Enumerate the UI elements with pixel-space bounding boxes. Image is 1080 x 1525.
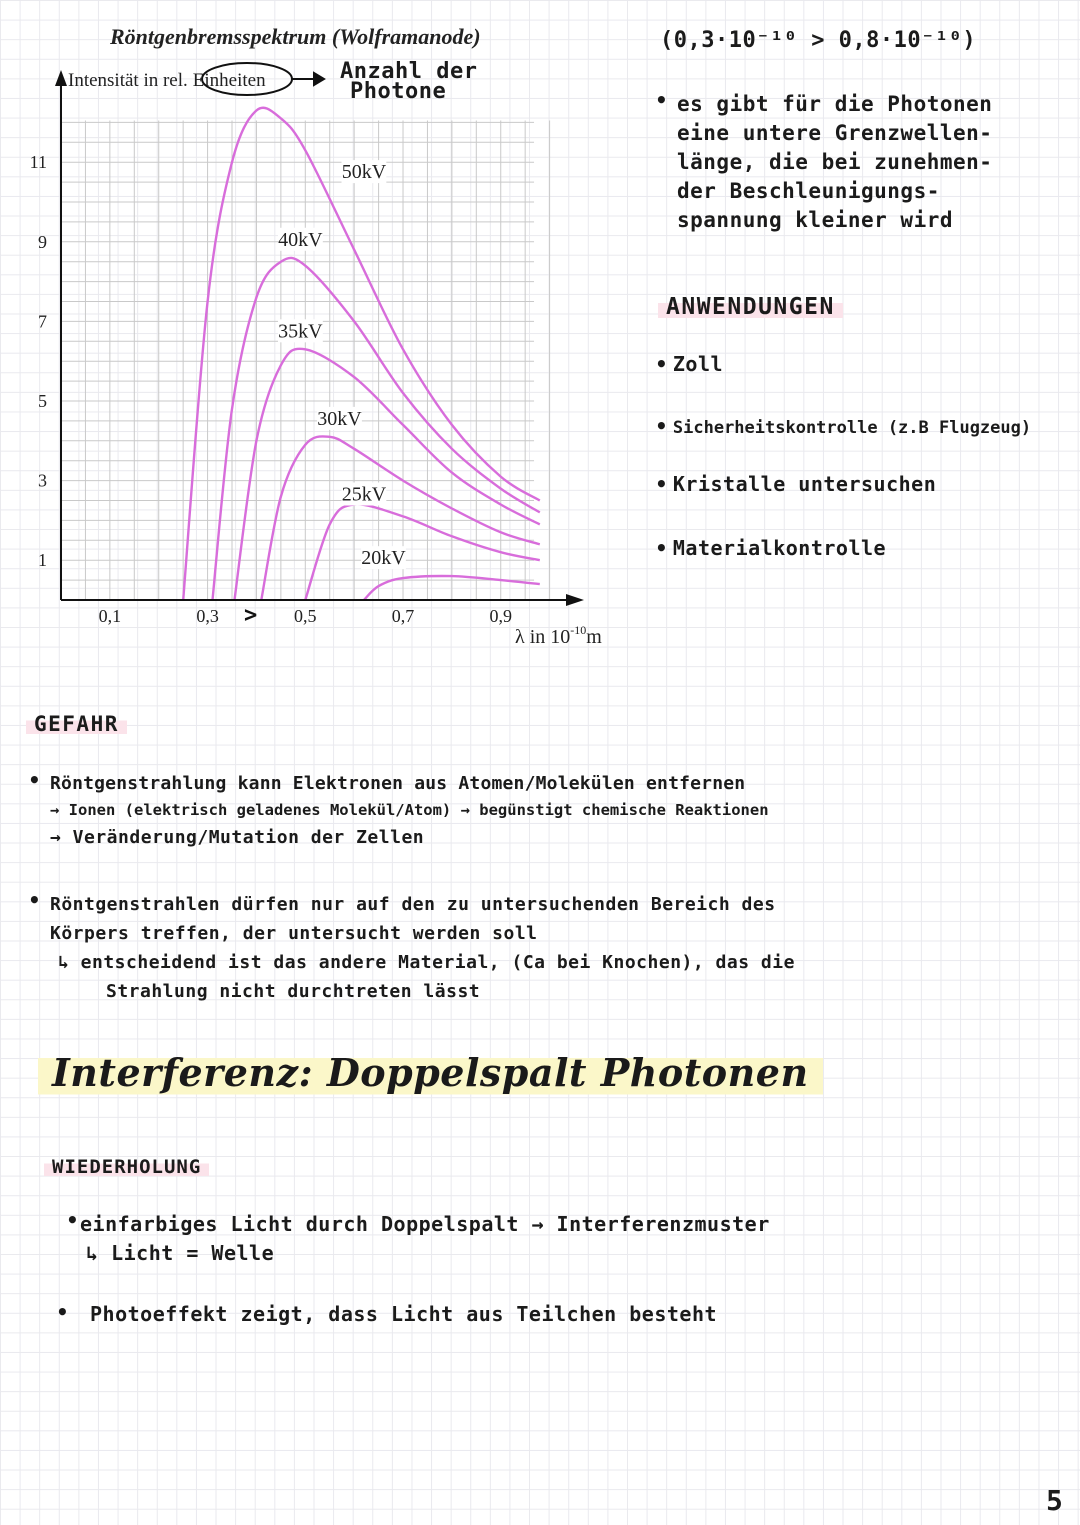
bullet-dot: • bbox=[655, 472, 668, 496]
y-axis-label bbox=[68, 70, 266, 91]
right-bullet-line: spannung kleiner wird bbox=[677, 208, 954, 232]
bullet-dot: • bbox=[655, 88, 668, 112]
x-axis-label: λ in $10^{-10}m$ bbox=[515, 623, 602, 648]
x-axis-arrow bbox=[566, 594, 584, 606]
anwendungen-item bbox=[655, 536, 886, 560]
ylabel-annotation bbox=[340, 59, 478, 104]
bullet-dot: • bbox=[28, 888, 41, 912]
x-tick-label: 0,9 bbox=[489, 606, 512, 626]
anwendungen-item-text: Kristalle untersuchen bbox=[672, 472, 937, 496]
anwendungen-item bbox=[655, 352, 723, 376]
ylabel-annotation-line2: Photone bbox=[350, 79, 447, 104]
anwendungen-item bbox=[655, 472, 936, 496]
bullet-dot: • bbox=[66, 1208, 79, 1232]
wiederholung-bullet-1-text bbox=[80, 1210, 770, 1268]
y-tick-label: 7 bbox=[38, 311, 47, 332]
x-tick-label: 0,3 bbox=[196, 606, 219, 626]
y-tick-label: 9 bbox=[38, 231, 47, 252]
gefahr-line: ↳ entscheidend ist das andere Material, (Ca bei Knochen), das die bbox=[58, 952, 795, 973]
series-label: 20kV bbox=[361, 547, 406, 570]
bullet-dot: • bbox=[28, 768, 41, 792]
anwendungen-item-text: Zoll bbox=[672, 352, 724, 376]
y-tick-label: 3 bbox=[38, 470, 47, 491]
x-tick-label: 0,5 bbox=[294, 606, 317, 626]
bullet-dot: • bbox=[655, 352, 668, 376]
wiederholung-heading: WIEDERHOLUNG bbox=[44, 1156, 209, 1178]
bullet-dot: • bbox=[56, 1300, 69, 1324]
right-bullet-line: länge, die bei zunehmen- bbox=[677, 150, 993, 174]
x-tick-label: 0,1 bbox=[98, 606, 122, 626]
gefahr-line: Röntgenstrahlen dürfen nur auf den zu untersuchenden Bereich des bbox=[50, 894, 776, 915]
chart-title: Röntgenbremsspektrum (Wolframanode) bbox=[110, 24, 481, 49]
right-bullet-text bbox=[677, 90, 992, 235]
y-axis-arrow bbox=[55, 70, 67, 86]
anwendungen-item bbox=[655, 414, 1031, 438]
wiederholung-bullet-2-text: Photoeffekt zeigt, dass Licht aus Teilchen besteht bbox=[90, 1302, 718, 1326]
gefahr-line: Röntgenstrahlung kann Elektronen aus Atomen/Molekülen entfernen bbox=[50, 773, 746, 794]
curve-25kV bbox=[305, 504, 540, 600]
right-bullet-line: eine untere Grenzwellen- bbox=[677, 121, 993, 145]
bullet-dot: • bbox=[655, 536, 668, 560]
series-label: 35kV bbox=[278, 320, 323, 343]
gefahr-line: Körpers treffen, der untersucht werden soll bbox=[50, 923, 538, 944]
spectrum-chart bbox=[0, 0, 640, 660]
right-bullet-line: der Beschleunigungs- bbox=[677, 179, 940, 203]
gefahr-bullet-1-text bbox=[50, 770, 769, 851]
x-annotation-arrow: > bbox=[244, 603, 258, 628]
anwendungen-item-text: Materialkontrolle bbox=[672, 536, 887, 560]
chart-grid bbox=[61, 120, 550, 600]
anwendungen-item-text: Sicherheitskontrolle (z.B Flugzeug) bbox=[672, 418, 1032, 438]
y-tick-label: 1 bbox=[38, 550, 47, 571]
series-label: 25kV bbox=[341, 483, 387, 506]
gefahr-heading: GEFAHR bbox=[26, 712, 127, 736]
bullet-dot: • bbox=[655, 414, 668, 438]
wiederholung-line: ↳ Licht = Welle bbox=[86, 1241, 275, 1265]
y-axis-label-circled: Einheiten bbox=[192, 70, 266, 91]
x-tick-label: 0,7 bbox=[391, 606, 415, 626]
gefahr-line: Strahlung nicht durchtreten lässt bbox=[106, 981, 481, 1002]
formula-note: (0,3·10⁻¹⁰ > 0,8·10⁻¹⁰) bbox=[660, 28, 977, 53]
right-bullet-line: es gibt für die Photonen bbox=[677, 92, 993, 116]
page-number: 5 bbox=[1046, 1484, 1064, 1517]
ylabel-annotation-line1: Anzahl der bbox=[340, 59, 478, 84]
y-tick-label: 5 bbox=[38, 391, 47, 411]
y-axis-label-plain: Intensität in rel. bbox=[68, 70, 188, 91]
section-title: Interferenz: Doppelspalt Photonen bbox=[38, 1048, 823, 1097]
series-label: 30kV bbox=[317, 407, 362, 430]
series-label: 50kV bbox=[341, 161, 387, 184]
y-tick-label: 11 bbox=[29, 152, 47, 173]
gefahr-line: → Veränderung/Mutation der Zellen bbox=[50, 827, 425, 848]
series-label: 40kV bbox=[278, 228, 323, 251]
anwendungen-heading: ANWENDUNGEN bbox=[658, 294, 843, 320]
gefahr-bullet-2-text bbox=[50, 890, 795, 1006]
wiederholung-line: einfarbiges Licht durch Doppelspalt → Interferenzmuster bbox=[80, 1212, 770, 1236]
annotation-arrow bbox=[292, 73, 324, 85]
gefahr-line: → Ionen (elektrisch geladenes Molekül/Atom) → begünstigt chemische Reaktionen bbox=[50, 801, 769, 819]
